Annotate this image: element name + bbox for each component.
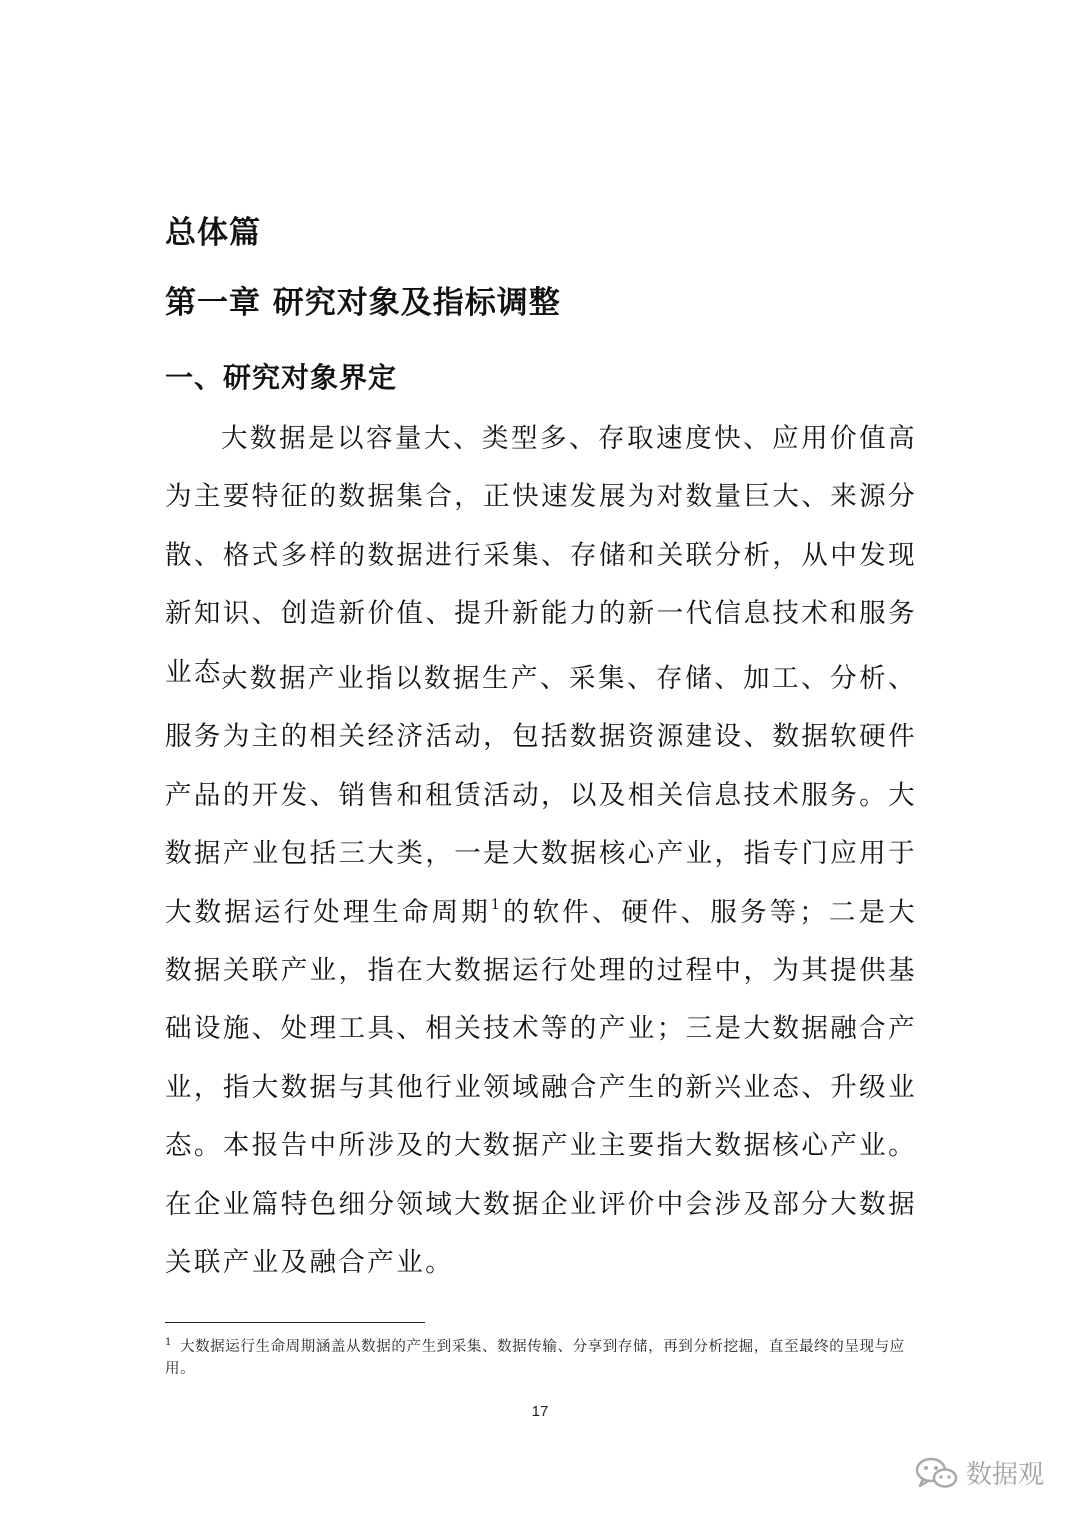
footnote-divider — [165, 1322, 425, 1323]
footnote-marker: 1 — [165, 1337, 172, 1348]
page-number: 17 — [531, 1403, 549, 1420]
wechat-icon — [914, 1455, 958, 1491]
footnote — [165, 1336, 917, 1380]
section-title: 一、研究对象界定 — [165, 361, 398, 394]
watermark — [914, 1454, 1044, 1491]
paragraph-industry — [165, 650, 917, 1292]
paragraph-industry-part1: 大数据产业指以数据生产、采集、存储、加工、分析、服务为主的相关经济活动，包括数据资源建设、数据软硬件产品的开发、销售和租赁活动，以及相关信息技术服务。大数据产业包括三大类，一是大数据核心产业，指专门应用于大数据运行处理生命周期 — [165, 663, 917, 928]
footnote-reference[interactable]: 1 — [490, 896, 503, 913]
chapter-title: 第一章 研究对象及指标调整 — [165, 285, 561, 321]
footnote-text: 大数据运行生命周期涵盖从数据的产生到采集、数据传输、分享到存储，再到分析挖掘，直至最终的呈现与应用。 — [165, 1339, 905, 1377]
watermark-label: 数据观 — [965, 1460, 1044, 1490]
paragraph-definition: 大数据是以容量大、类型多、存取速度快、应用价值高为主要特征的数据集合，正快速发展为对数量巨大、来源分散、格式多样的数据进行采集、存储和关联分析，从中发现新知识、创造新价值、提升新能力的新一代信息技术和服务业态。 — [165, 423, 917, 688]
paragraph-industry-part2: 的软件、硬件、服务等；二是大数据关联产业，指在大数据运行处理的过程中，为其提供基础设施、处理工具、相关技术等的产业；三是大数据融合产业，指大数据与其他行业领域融合产生的新兴业态、升级业态。本报告中所涉及的大数据产业主要指大数据核心产业。在企业篇特色细分领域大数据企业评价中会涉及部分大数据关联产业及融合产业。 — [165, 896, 917, 1279]
part-title: 总体篇 — [165, 215, 261, 251]
